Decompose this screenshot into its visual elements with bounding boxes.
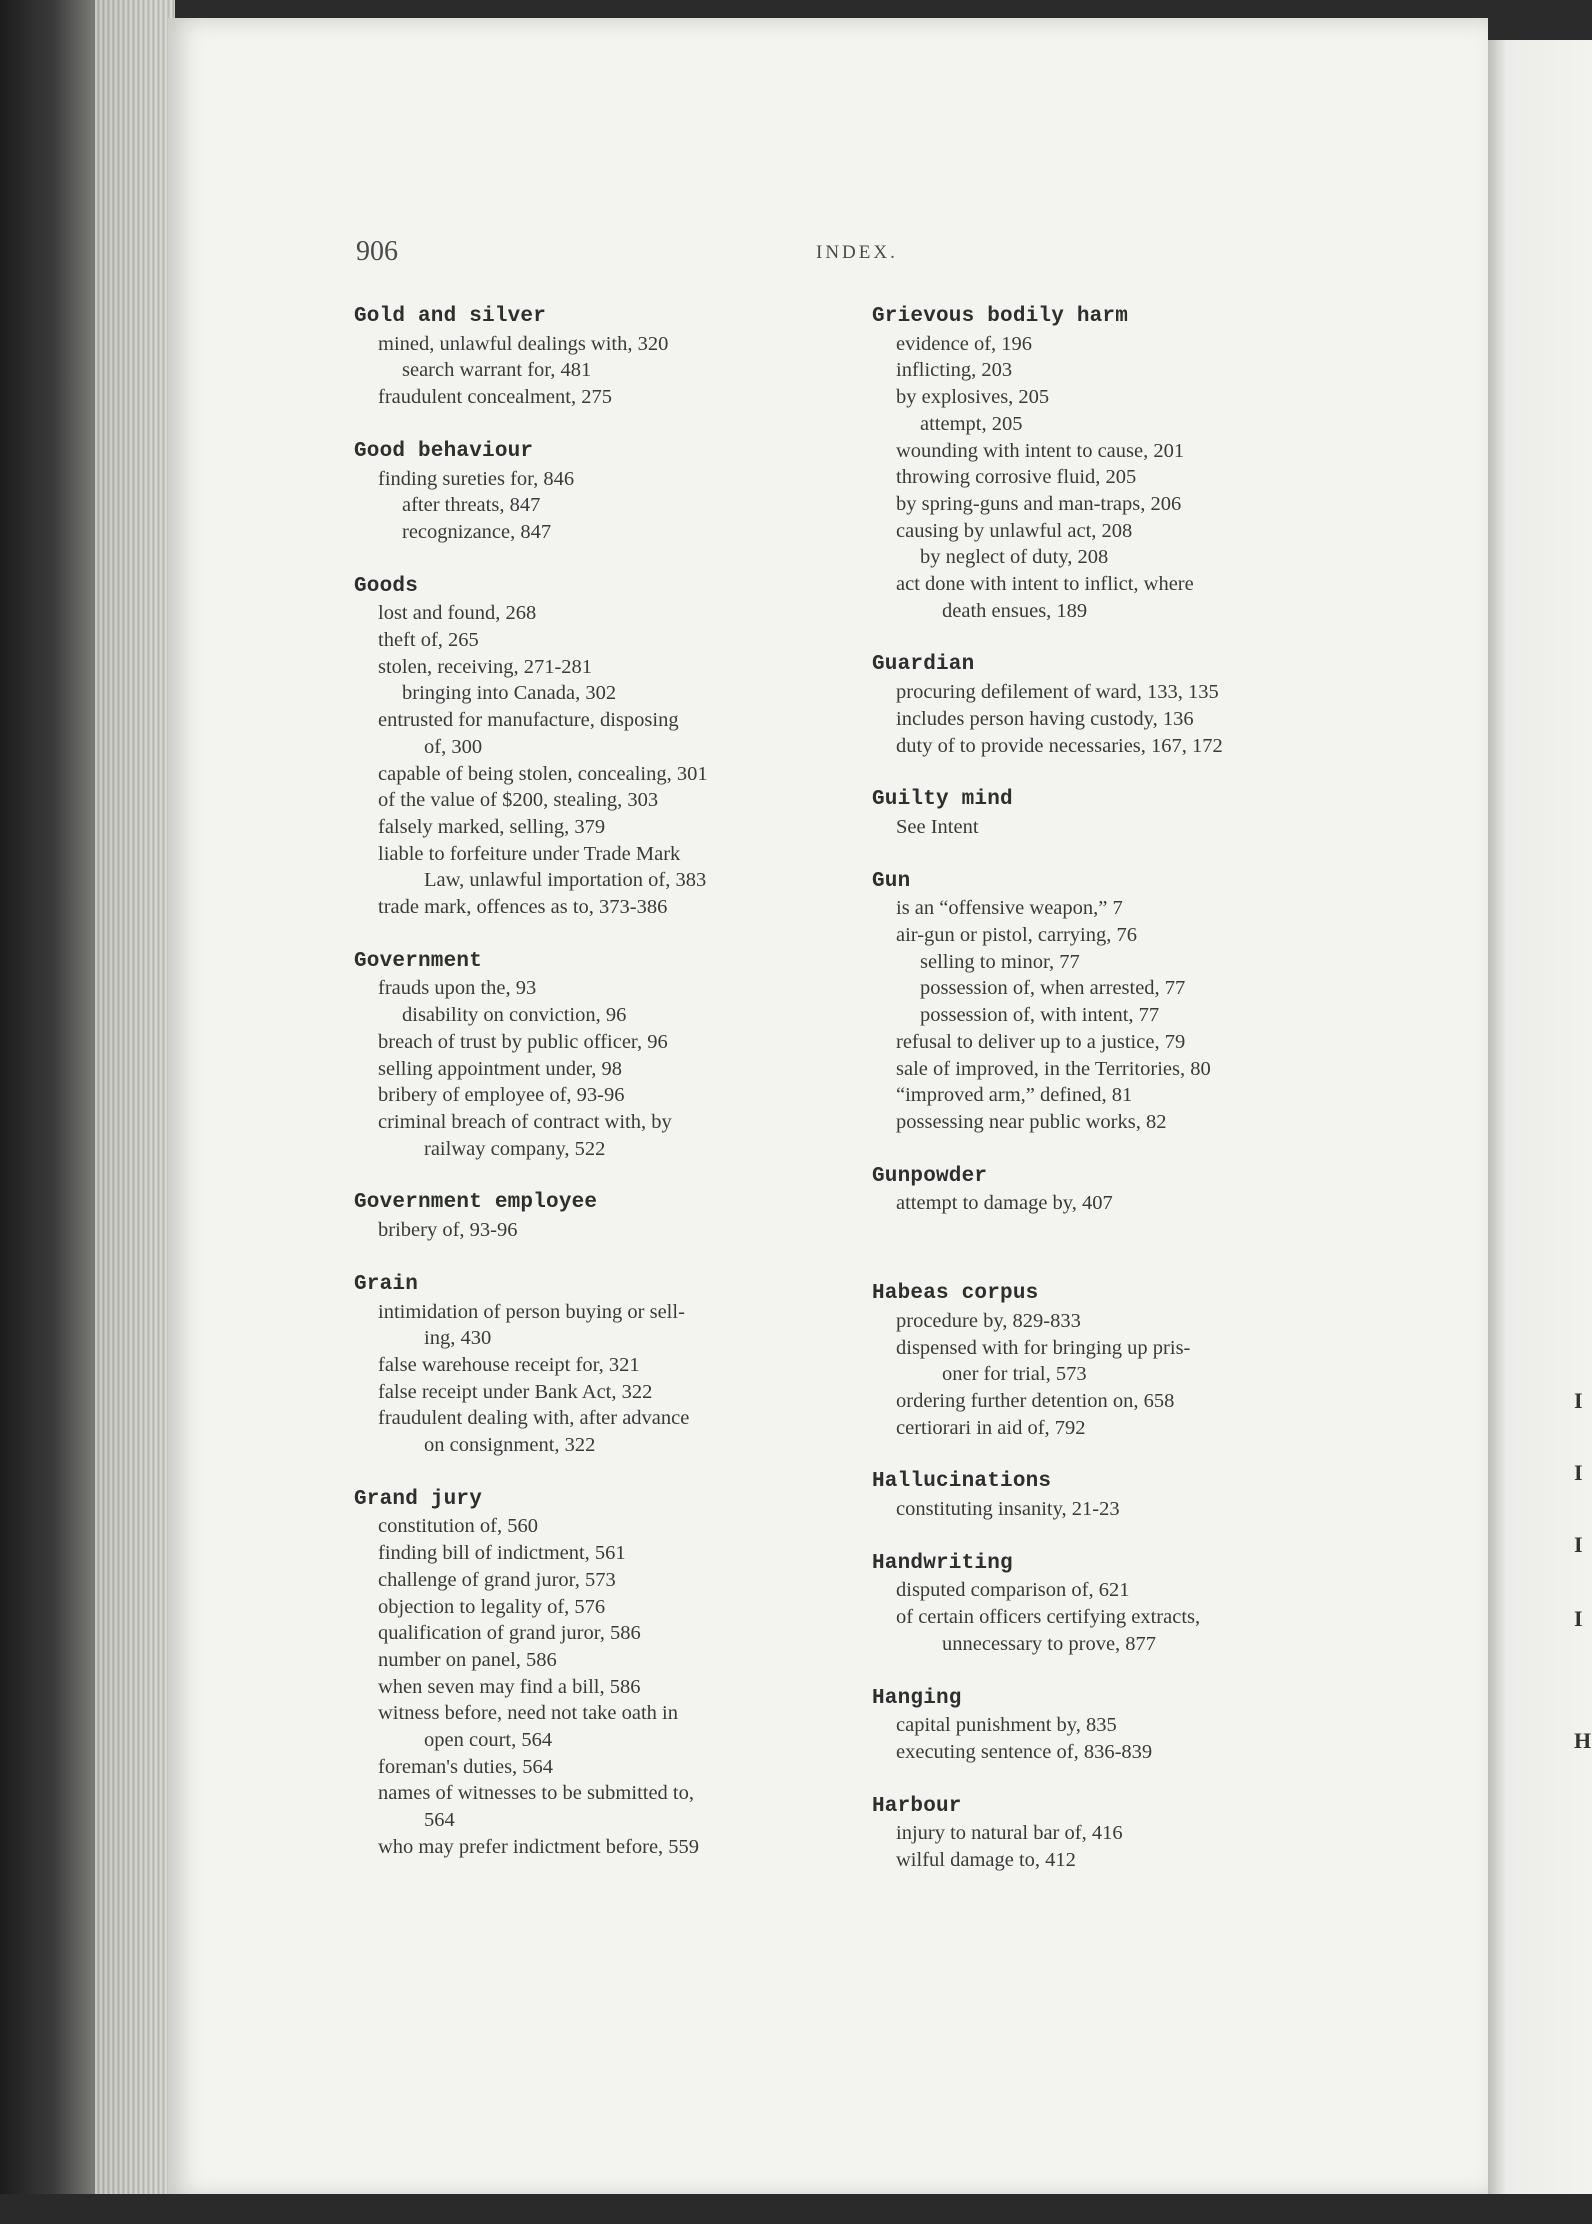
page-number: 906 [356,236,398,267]
index-heading: Good behaviour [354,439,534,463]
index-subentry: who may prefer indictment before, 559 [378,1835,700,1858]
index-subentry: finding sureties for, 846 [378,467,575,490]
index-subentry: selling to minor, 77 [920,950,1080,973]
index-subentry: falsely marked, selling, 379 [378,815,606,838]
index-subentry: is an “offensive weapon,” 7 [896,897,1123,920]
index-subentry: possession of, when arrested, 77 [920,977,1186,1000]
index-subentry: selling appointment under, 98 [378,1057,622,1080]
index-subentry: of certain officers certifying extracts, [896,1606,1201,1629]
index-subentry: on consignment, 322 [424,1434,596,1457]
index-heading: Handwriting [872,1551,1013,1575]
index-subentry: wounding with intent to cause, 201 [896,439,1185,462]
index-heading: Grain [354,1272,419,1296]
index-heading: Hallucinations [872,1470,1052,1494]
facing-page-fragment: I [1574,1606,1583,1631]
index-subentry: death ensues, 189 [942,599,1088,622]
index-heading: Government employee [354,1191,598,1215]
index-subentry: lost and found, 268 [378,602,537,625]
index-subentry: bringing into Canada, 302 [402,682,617,705]
index-entry [354,949,844,1163]
index-entry [872,1281,1372,1441]
index-subentry: capable of being stolen, concealing, 301 [378,762,708,785]
index-entry [354,439,844,546]
index-entry [354,1190,844,1243]
index-entry [872,1686,1372,1766]
facing-page-fragment: I [1574,1532,1583,1557]
index-subentry: “improved arm,” defined, 81 [896,1084,1133,1107]
index-heading: Harbour [872,1794,962,1818]
index-subentry: disability on conviction, 96 [402,1004,627,1027]
index-subentry: false warehouse receipt for, 321 [378,1353,640,1376]
index-column-left [354,304,844,1889]
index-column-right [872,304,1372,1902]
index-subentry: throwing corrosive fluid, 205 [896,466,1137,489]
index-subentry: dispensed with for bringing up pris- [896,1336,1191,1359]
index-subentry: possession of, with intent, 77 [920,1004,1160,1027]
index-subentry: bribery of employee of, 93-96 [378,1084,625,1107]
facing-page-fragment: I [1574,1460,1583,1485]
index-subentry: objection to legality of, 576 [378,1595,606,1618]
index-heading: Gun [872,869,911,893]
index-entry [354,1272,844,1459]
facing-page-edge [1488,40,1592,2200]
index-entry [872,1551,1372,1658]
running-head: INDEX. [816,242,898,263]
index-entry [872,1164,1372,1217]
index-subentry: entrusted for manufacture, disposing [378,709,679,732]
index-subentry: names of witnesses to be submitted to, [378,1782,694,1805]
index-subentry: procedure by, 829-833 [896,1309,1081,1332]
index-subentry: after threats, 847 [402,494,541,517]
index-entry [872,787,1372,840]
index-heading: Habeas corpus [872,1282,1039,1306]
index-subentry: fraudulent dealing with, after advance [378,1407,690,1430]
index-subentry: certiorari in aid of, 792 [896,1416,1086,1439]
index-heading: Grievous bodily harm [872,305,1129,328]
page-edges [95,0,175,2224]
page-header [356,236,1356,266]
index-subentry: injury to natural bar of, 416 [896,1822,1123,1845]
index-subentry: ordering further detention on, 658 [896,1389,1175,1412]
index-subentry: by explosives, 205 [896,386,1050,409]
index-subentry: by spring-guns and man-traps, 206 [896,492,1182,515]
index-subentry: duty of to provide necessaries, 167, 172 [896,734,1223,757]
index-subentry: ing, 430 [424,1327,492,1350]
index-subentry: railway company, 522 [424,1137,606,1160]
index-subentry: sale of improved, in the Territories, 80 [896,1057,1211,1080]
index-heading: Guilty mind [872,788,1013,812]
index-subentry: stolen, receiving, 271-281 [378,655,593,678]
facing-page-fragment: I [1574,1388,1583,1413]
index-subentry: See Intent [896,815,979,838]
index-subentry: intimidation of person buying or sell- [378,1300,685,1323]
index-subentry: fraudulent concealment, 275 [378,386,612,409]
index-heading: Gold and silver [354,305,547,328]
index-heading: Guardian [872,653,975,677]
index-entry [872,652,1372,759]
index-subentry: bribery of, 93-96 [378,1219,518,1242]
index-subentry: includes person having custody, 136 [896,707,1194,730]
index-subentry: witness before, need not take oath in [378,1702,679,1725]
index-subentry: breach of trust by public officer, 96 [378,1030,668,1053]
index-heading: Government [354,949,483,973]
index-entry [872,869,1372,1136]
index-heading: Gunpowder [872,1164,988,1188]
index-subentry: attempt to damage by, 407 [896,1192,1113,1215]
index-subentry: search warrant for, 481 [402,359,592,382]
index-entry [354,574,844,921]
index-subentry: constitution of, 560 [378,1515,539,1538]
index-subentry: mined, unlawful dealings with, 320 [378,332,669,355]
index-subentry: theft of, 265 [378,629,479,652]
index-subentry: number on panel, 586 [378,1648,557,1671]
index-subentry: frauds upon the, 93 [378,977,537,1000]
index-heading: Hanging [872,1686,962,1710]
index-entry [872,304,1372,624]
index-subentry: by neglect of duty, 208 [920,546,1109,569]
index-subentry: unnecessary to prove, 877 [942,1632,1157,1655]
index-subentry: attempt, 205 [920,412,1023,435]
index-heading: Grand jury [354,1487,483,1511]
index-subentry: open court, 564 [424,1729,553,1752]
index-subentry: false receipt under Bank Act, 322 [378,1380,653,1403]
index-subentry: evidence of, 196 [896,332,1033,355]
facing-page-fragment: H [1574,1728,1592,1753]
index-subentry: refusal to deliver up to a justice, 79 [896,1030,1186,1053]
index-entry [354,1487,844,1861]
index-entry [872,1469,1372,1522]
index-subentry: of, 300 [424,735,483,758]
index-subentry: 564 [424,1809,455,1832]
index-subentry: causing by unlawful act, 208 [896,519,1133,542]
index-subentry: challenge of grand juror, 573 [378,1568,616,1591]
index-subentry: disputed comparison of, 621 [896,1579,1130,1602]
index-subentry: liable to forfeiture under Trade Mark [378,842,681,865]
index-subentry: capital punishment by, 835 [896,1714,1117,1737]
index-subentry: qualification of grand juror, 586 [378,1622,641,1645]
index-subentry: possessing near public works, 82 [896,1110,1167,1133]
index-subentry: foreman's duties, 564 [378,1755,554,1778]
index-subentry: when seven may find a bill, 586 [378,1675,641,1698]
index-subentry: wilful damage to, 412 [896,1849,1076,1872]
index-subentry: act done with intent to inflict, where [896,573,1194,596]
index-entry [872,1794,1372,1874]
index-subentry: of the value of $200, stealing, 303 [378,789,659,812]
index-subentry: finding bill of indictment, 561 [378,1542,626,1565]
index-subentry: oner for trial, 573 [942,1363,1087,1386]
index-heading: Goods [354,574,419,598]
index-subentry: executing sentence of, 836-839 [896,1740,1153,1763]
index-subentry: trade mark, offences as to, 373-386 [378,896,668,919]
index-subentry: recognizance, 847 [402,520,552,543]
index-subentry: Law, unlawful importation of, 383 [424,869,707,892]
index-entry [354,304,844,411]
index-subentry: constituting insanity, 21-23 [896,1498,1120,1521]
index-subentry: criminal breach of contract with, by [378,1110,672,1133]
index-subentry: procuring defilement of ward, 133, 135 [896,681,1219,704]
scan-bottom-edge [0,2194,1592,2224]
index-subentry: air-gun or pistol, carrying, 76 [896,924,1137,947]
index-subentry: inflicting, 203 [896,359,1013,382]
